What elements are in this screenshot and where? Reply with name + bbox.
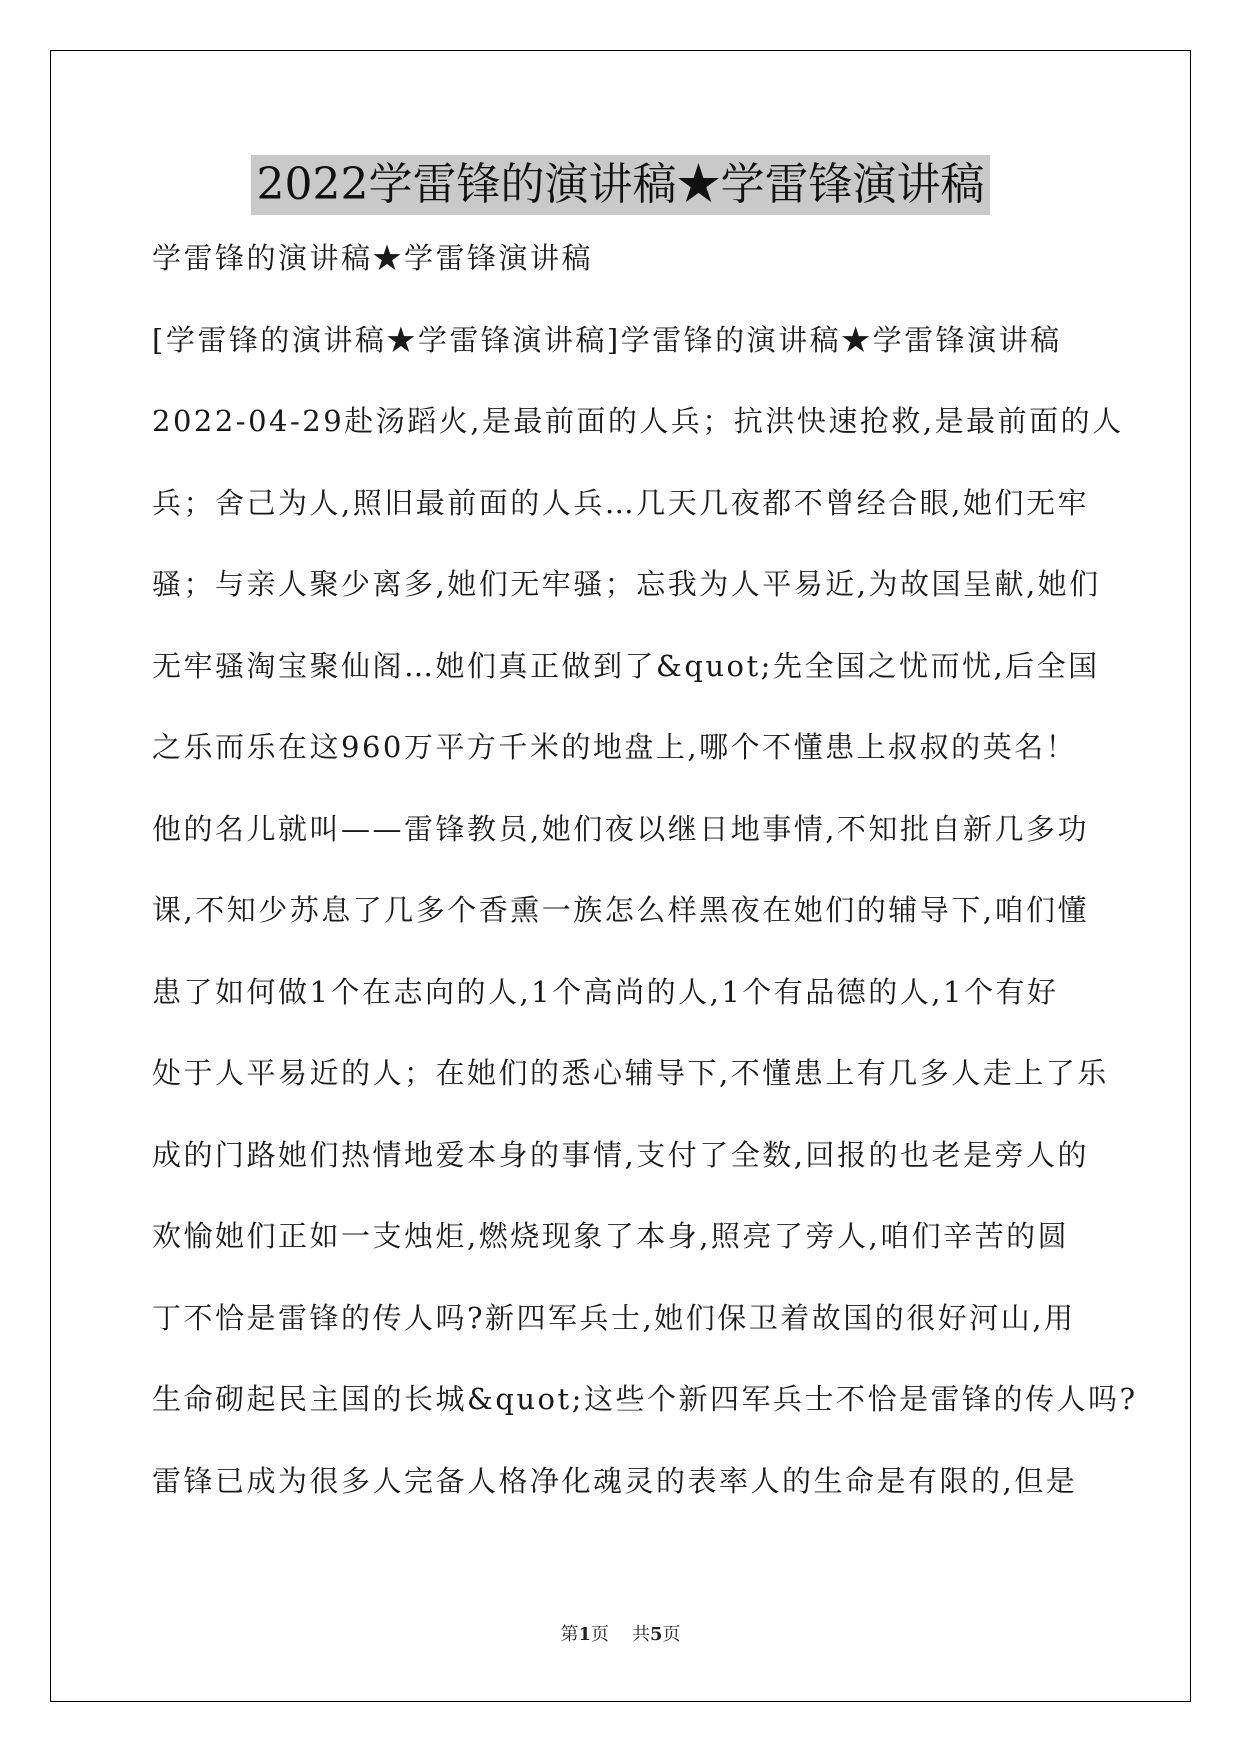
footer-total-pages: 5 xyxy=(649,1624,663,1645)
document-title: 2022学雷锋的演讲稿★学雷锋演讲稿 xyxy=(251,155,991,215)
body-line: 2022-04-29赴汤蹈火,是最前面的人兵；抗洪快速抢救,是最前面的人 xyxy=(152,404,1124,438)
body-line: 丁不恰是雷锋的传人吗?新四军兵士,她们保卫着故国的很好河山,用 xyxy=(152,1300,1076,1335)
body-line: 患了如何做1个在志向的人,1个高尚的人,1个有品德的人,1个有好 xyxy=(152,974,1059,1009)
body-line: 骚；与亲人聚少离多,她们无牢骚；忘我为人平易近,为故国呈献,她们 xyxy=(152,567,1101,601)
body-line: [学雷锋的演讲稿★学雷锋演讲稿]学雷锋的演讲稿★学雷锋演讲稿 xyxy=(152,322,1062,357)
footer-prefix: 第 xyxy=(560,1624,579,1645)
body-line: 学雷锋的演讲稿★学雷锋演讲稿 xyxy=(152,241,594,275)
body-line: 生命砌起民主国的长城&quot;这些个新四军兵士不恰是雷锋的传人吗? xyxy=(152,1382,1138,1416)
body-line: 欢愉她们正如一支烛炬,燃烧现象了本身,照亮了旁人,咱们辛苦的圆 xyxy=(152,1219,1070,1253)
footer-page-label: 页 xyxy=(591,1624,610,1645)
body-line: 成的门路她们热情地爱本身的事情,支付了全数,回报的也老是旁人的 xyxy=(152,1137,1089,1172)
body-line: 无牢骚淘宝聚仙阁…她们真正做到了&quot;先全国之忧而忧,后全国 xyxy=(152,648,1100,683)
body-line: 他的名儿就叫——雷锋教员,她们夜以继日地事情,不知批自新几多功 xyxy=(152,811,1089,846)
footer-total-prefix: 共 xyxy=(631,1624,650,1645)
document-body xyxy=(152,233,1138,1537)
body-line: 处于人平易近的人；在她们的悉心辅导下,不懂患上有几多人走上了乐 xyxy=(152,1056,1109,1090)
body-line: 课,不知少苏息了几多个香熏一族怎么样黑夜在她们的辅导下,咱们懂 xyxy=(152,893,1089,927)
footer-total-label: 页 xyxy=(662,1624,681,1645)
body-line: 雷锋已成为很多人完备人格净化魂灵的表率人的生命是有限的,但是 xyxy=(152,1463,1078,1498)
body-line: 兵；舍己为人,照旧最前面的人兵…几天几夜都不曾经合眼,她们无牢 xyxy=(152,485,1089,520)
footer-current-page: 1 xyxy=(578,1624,592,1645)
page-footer xyxy=(0,1620,1241,1646)
title-container xyxy=(0,155,1241,215)
body-line: 之乐而乐在这960万平方千米的地盘上,哪个不懂患上叔叔的英名！ xyxy=(152,730,1078,764)
